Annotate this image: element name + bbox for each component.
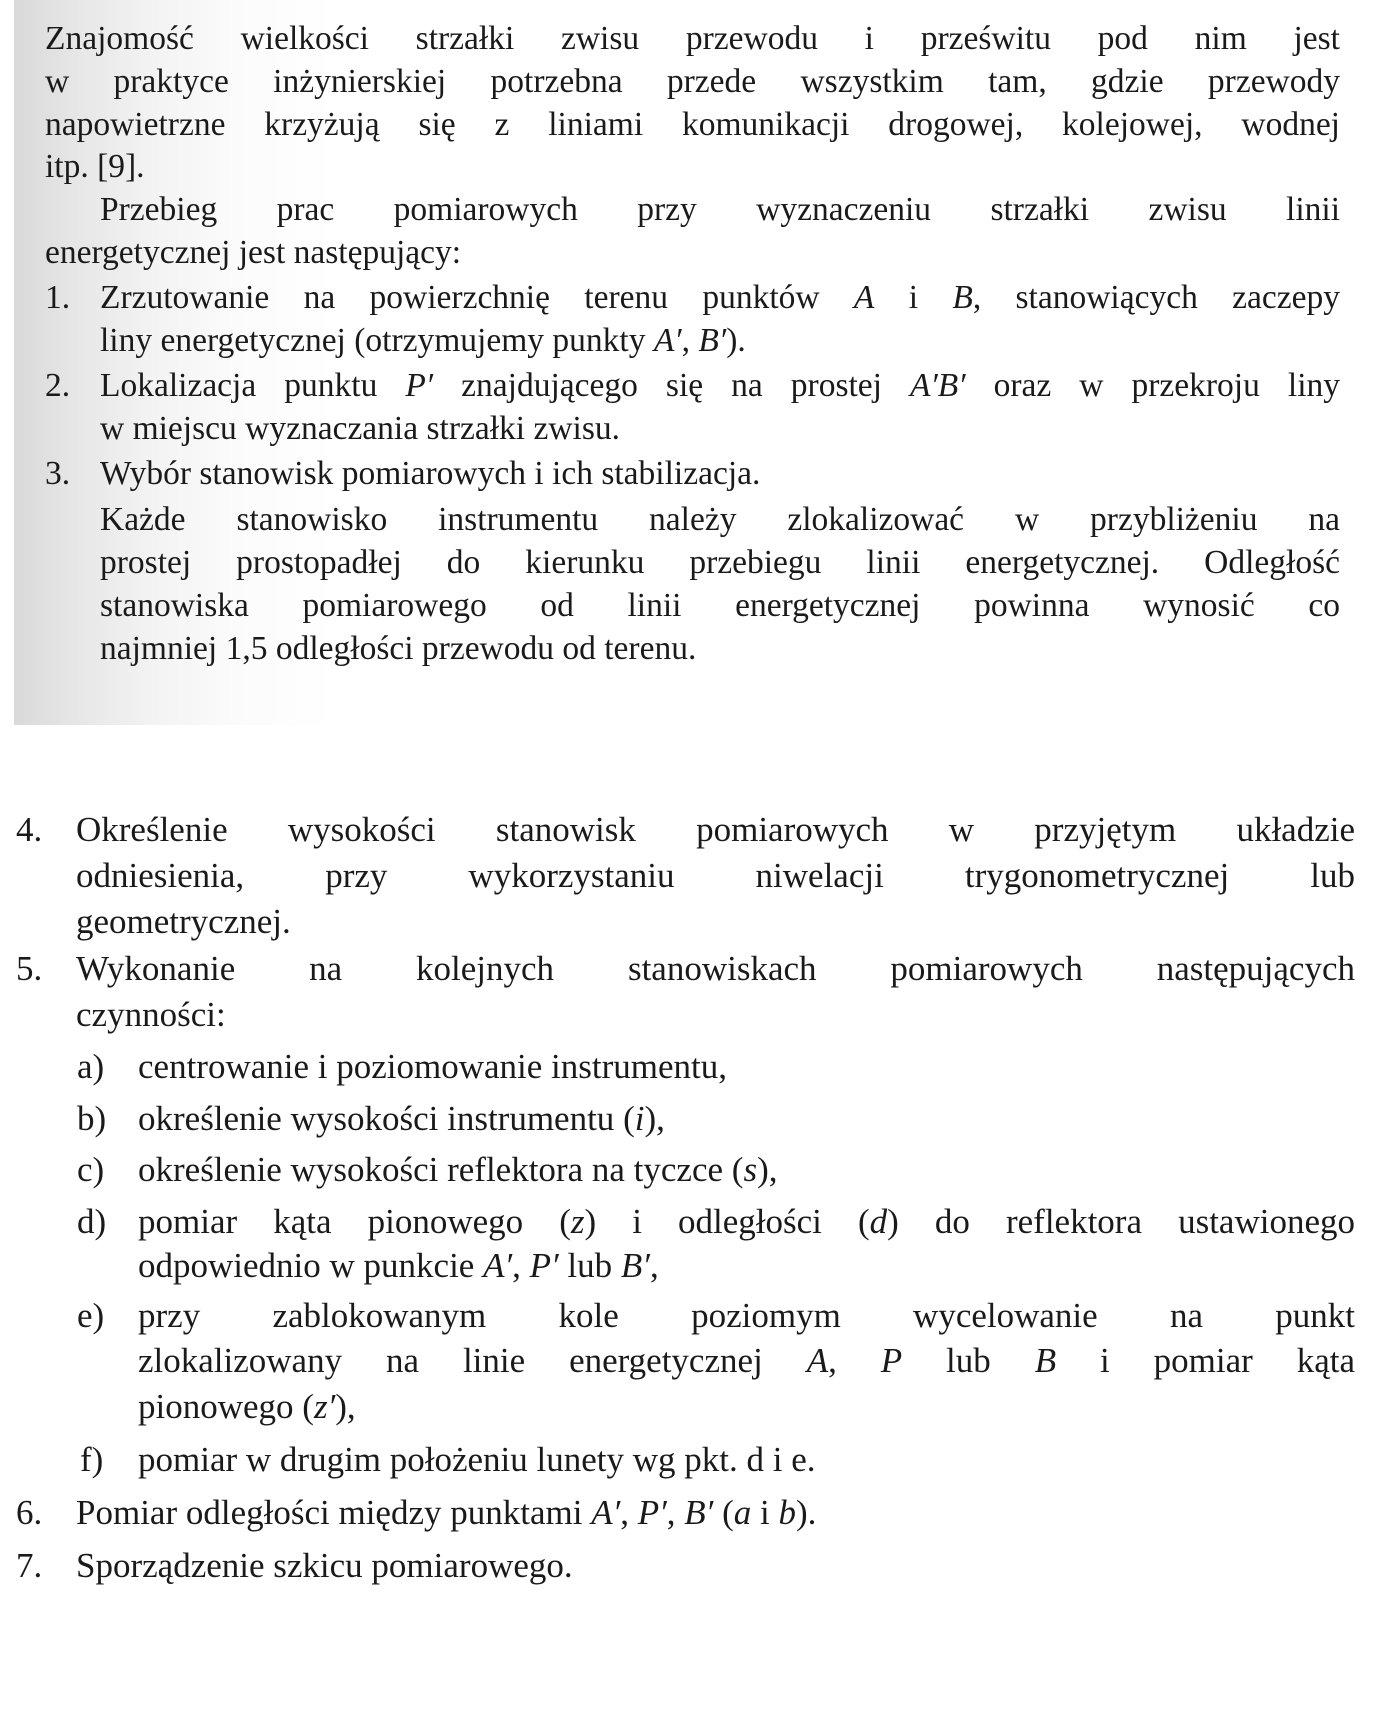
list-item-line: odniesienia, przy wykorzystaniu niwelacji trygonometrycznej lub (76, 856, 1355, 895)
lead-line: Przebieg prac pomiarowych przy wyznaczeniu strzałki zwisu linii (100, 191, 1340, 228)
list-number: 2. (45, 367, 71, 404)
sublist-letter: f) (80, 1440, 104, 1479)
sublist-letter: c) (77, 1150, 105, 1189)
sublist-item-line: pomiar kąta pionowego (z) i odległości (d) do reflektora ustawionego (138, 1202, 1355, 1241)
note-line: stanowiska pomiarowego od linii energetycznej powinna wynosić co (100, 587, 1340, 624)
sublist-item-line: określenie wysokości reflektora na tyczce (s), (138, 1150, 778, 1189)
list-item-line: Zrzutowanie na powierzchnię terenu punktów A i B, stanowiących zaczepy (100, 279, 1340, 316)
sublist-item-line: centrowanie i poziomowanie instrumentu, (138, 1047, 728, 1086)
list-number: 3. (45, 455, 71, 492)
list-number: 4. (16, 810, 43, 849)
list-number: 1. (45, 279, 71, 316)
note-line: najmniej 1,5 odległości przewodu od terenu. (100, 630, 697, 667)
list-number: 7. (16, 1546, 43, 1585)
list-item-line: Sporządzenie szkicu pomiarowego. (76, 1546, 573, 1585)
list-number: 6. (16, 1493, 43, 1532)
sublist-letter: b) (77, 1099, 107, 1138)
list-item-line: Wykonanie na kolejnych stanowiskach pomiarowych następujących (76, 949, 1355, 988)
list-item-line: w miejscu wyznaczania strzałki zwisu. (100, 410, 620, 447)
sublist-item-line: określenie wysokości instrumentu (i), (138, 1099, 665, 1138)
list-item-line: geometrycznej. (76, 902, 291, 941)
sublist-item-line: zlokalizowany na linie energetycznej A, P lub B i pomiar kąta (138, 1341, 1356, 1380)
list-item-line: liny energetycznej (otrzymujemy punkty A′, B′). (100, 322, 746, 359)
note-line: prostej prostopadłej do kierunku przebiegu linii energetycznej. Odległość (100, 544, 1340, 581)
list-item-line: Lokalizacja punktu P′ znajdującego się na prostej A′B′ oraz w przekroju liny (100, 367, 1341, 404)
list-number: 5. (16, 949, 43, 988)
sublist-item-line: pionowego (z′), (138, 1387, 356, 1426)
sublist-item-line: przy zablokowanym kole poziomym wycelowanie na punkt (138, 1296, 1355, 1335)
list-item-line: czynności: (76, 995, 226, 1034)
note-line: Każde stanowisko instrumentu należy zlokalizować w przybliżeniu na (100, 501, 1340, 538)
sublist-item-line: odpowiednio w punkcie A′, P′ lub B′, (138, 1246, 659, 1285)
sublist-item-line: pomiar w drugim położeniu lunety wg pkt. d i e. (138, 1440, 816, 1479)
intro-line: itp. [9]. (45, 148, 145, 185)
intro-line: napowietrzne krzyżują się z liniami komunikacji drogowej, kolejowej, wodnej (45, 106, 1340, 143)
lead-line: energetycznej jest następujący: (45, 234, 462, 271)
intro-line: w praktyce inżynierskiej potrzebna przede wszystkim tam, gdzie przewody (45, 63, 1340, 100)
intro-line: Znajomość wielkości strzałki zwisu przewodu i prześwitu pod nim jest (45, 20, 1340, 57)
sublist-letter: e) (77, 1296, 105, 1335)
sublist-letter: d) (77, 1202, 107, 1241)
list-item-line: Pomiar odległości między punktami A′, P′, B′ (a i b). (76, 1493, 817, 1532)
list-item-line: Wybór stanowisk pomiarowych i ich stabilizacja. (100, 455, 761, 492)
list-item-line: Określenie wysokości stanowisk pomiarowych w przyjętym układzie (76, 810, 1355, 849)
sublist-letter: a) (77, 1047, 105, 1086)
